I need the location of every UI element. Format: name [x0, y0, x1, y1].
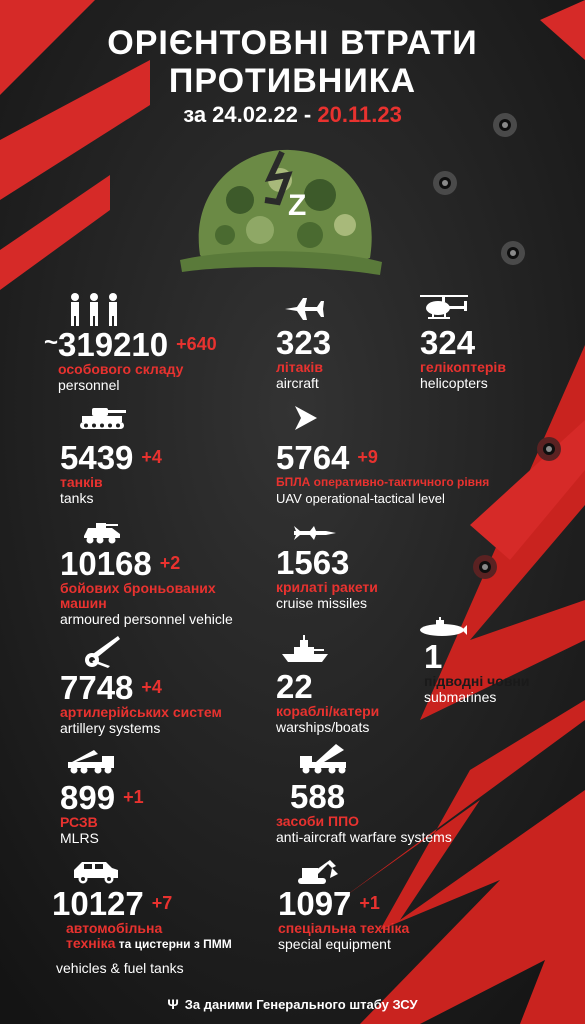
stat-label-ua-line2: техніка та цистерни з ПММ — [66, 935, 232, 951]
soldiers-icon — [66, 292, 124, 326]
stat-delta: +2 — [159, 553, 181, 573]
tank-icon — [78, 404, 126, 430]
stat-label-ua: БПЛА оперативно-тактичного рівня — [276, 475, 490, 489]
cannon-icon — [80, 634, 122, 668]
mlrs-icon — [66, 748, 116, 774]
stat-label-en: artillery systems — [60, 720, 161, 736]
stat-value: 1563 — [276, 544, 350, 581]
stat-value: 5439 +4 — [60, 439, 162, 476]
submarine-icon — [418, 616, 468, 638]
stat-delta: +7 — [151, 893, 173, 913]
page-title-line-2: ПРОТИВНИКА — [168, 62, 417, 100]
date-start: за 24.02.22 - — [183, 102, 318, 127]
stat-delta: +9 — [357, 447, 378, 467]
stat-special — [278, 886, 409, 953]
stat-value: 10127 +7 — [52, 885, 173, 922]
stat-label-en: aircraft — [276, 375, 319, 391]
stat-value: 1097 +1 — [278, 885, 380, 922]
stat-label-ua: РСЗВ — [60, 814, 98, 830]
stat-label-ua: підводні човни — [424, 673, 530, 689]
source-footer — [0, 996, 585, 1012]
stat-artillery — [60, 670, 222, 737]
stat-value: ~319210 +640 — [44, 326, 217, 363]
stat-aircraft — [276, 326, 331, 392]
stat-label-en: tanks — [60, 490, 94, 506]
stat-submarines — [424, 640, 530, 706]
drone-icon — [293, 404, 319, 432]
missile-icon — [292, 524, 338, 542]
stat-label-ua: спеціальна техніка — [278, 920, 410, 936]
stat-value: 588 — [290, 778, 346, 815]
stat-label-ua: крилаті ракети — [276, 579, 378, 595]
bullet-hole-icon — [498, 238, 528, 268]
stat-label-ua: автомобільна — [66, 920, 163, 936]
stat-label-ua: танків — [60, 474, 103, 490]
svg-text:Z: Z — [288, 189, 307, 222]
stat-label-en: UAV operational-tactical level — [276, 491, 445, 506]
stat-mlrs — [60, 780, 144, 847]
bullet-hole-icon — [534, 434, 564, 464]
bullet-hole-icon — [430, 168, 460, 198]
date-range — [0, 102, 585, 128]
stat-delta: +4 — [141, 677, 162, 697]
stat-label-en: anti-aircraft warfare systems — [276, 829, 452, 845]
stat-cruise-missiles — [276, 546, 378, 612]
stat-personnel — [44, 326, 217, 394]
stat-label-en: vehicles & fuel tanks — [56, 960, 184, 976]
stat-uav — [276, 440, 489, 507]
bullet-hole-icon — [470, 552, 500, 582]
stat-apv — [60, 546, 233, 628]
warship-icon — [280, 634, 330, 664]
stat-label-ua: літаків — [276, 359, 323, 375]
stat-value: 1 — [424, 638, 443, 675]
stat-value: 324 — [420, 324, 476, 361]
truck-icon — [72, 858, 120, 884]
stat-label-en: special equipment — [278, 936, 391, 952]
stat-vehicles — [52, 886, 232, 977]
stat-value: 22 — [276, 668, 313, 705]
helicopter-icon — [418, 292, 470, 322]
date-end: 20.11.23 — [317, 102, 402, 127]
stat-delta: +1 — [123, 787, 144, 807]
antiair-icon — [298, 742, 348, 774]
source-text: За даними Генерального штабу ЗСУ — [184, 997, 418, 1012]
stat-label-ua: кораблі/катери — [276, 703, 380, 719]
stat-value: 323 — [276, 324, 332, 361]
page-title-line-1: ОРІЄНТОВНІ ВТРАТИ — [107, 24, 478, 62]
stat-label-en: armoured personnel vehicle — [60, 611, 233, 627]
stat-antiair — [276, 778, 452, 846]
stat-delta: +1 — [359, 893, 380, 913]
stat-delta: +640 — [176, 334, 217, 354]
stat-label-en: warships/boats — [276, 719, 370, 735]
stat-label-ua: гелікоптерів — [420, 359, 506, 375]
stat-label-en: personnel — [58, 377, 120, 393]
stat-helicopters — [420, 326, 506, 392]
apc-icon — [82, 520, 122, 544]
stat-label-en: helicopters — [420, 375, 488, 391]
stat-value: 10168 +2 — [60, 545, 181, 582]
stat-value: 7748 +4 — [60, 669, 162, 706]
stat-label-en: submarines — [424, 689, 497, 705]
excavator-icon — [296, 858, 340, 886]
jet-icon — [283, 296, 325, 322]
helmet-icon — [170, 140, 390, 290]
stat-warships — [276, 670, 379, 736]
stat-label-ua: особового складу — [58, 361, 184, 377]
trident-icon: Ψ — [167, 996, 179, 1012]
stat-tanks — [60, 440, 162, 507]
stat-label-ua: засоби ППО — [276, 813, 360, 829]
stat-label-ua-line2: машин — [60, 595, 107, 611]
stat-value: 899 +1 — [60, 779, 144, 816]
stat-label-ua: бойових броньованих — [60, 580, 216, 596]
stat-label-en: cruise missiles — [276, 595, 368, 611]
stat-delta: +4 — [141, 447, 162, 467]
stat-label-en: MLRS — [60, 830, 99, 846]
stat-value: 5764 +9 — [276, 439, 378, 476]
stat-label-ua: артилерійських систем — [60, 704, 222, 720]
